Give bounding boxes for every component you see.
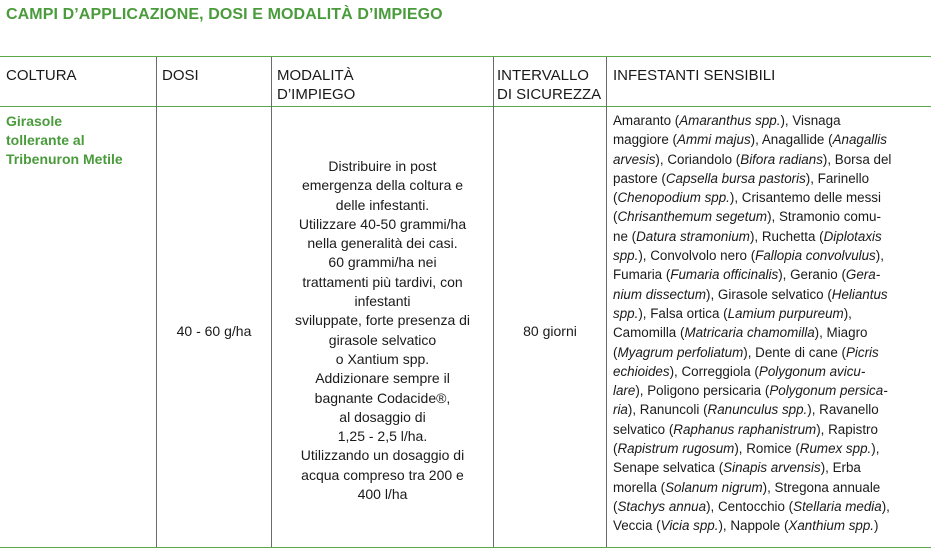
header-intervallo-line1: INTERVALLO	[497, 67, 589, 84]
header-modalita	[277, 66, 355, 104]
modalita-line: emergenza della coltura e	[301, 177, 464, 194]
species-name: Polygonum persica-	[769, 383, 888, 399]
infestanti-line	[613, 400, 929, 419]
common-name-text: ), Convolvolo nero (	[638, 248, 756, 264]
coltura-line: Girasole	[6, 113, 63, 129]
common-name-text: (	[613, 344, 618, 360]
infestanti-line	[613, 420, 929, 439]
table-bottom-rule	[0, 547, 931, 548]
common-name-text: ), Stramonio comu-	[767, 209, 881, 225]
common-name-text: ), Rapistro	[816, 421, 878, 437]
common-name-text: ),	[843, 305, 852, 321]
common-name-text: pastore (	[613, 170, 666, 186]
species-name: Rumex spp.	[799, 441, 872, 457]
species-name: ria	[613, 402, 628, 418]
species-name: spp.	[613, 248, 639, 264]
species-name: Sinapis arvensis	[723, 460, 821, 476]
modalita-line: infestanti	[354, 293, 411, 310]
common-name-text: ), Geranio (	[778, 267, 846, 283]
species-name: Anagallis	[832, 132, 887, 148]
species-name: Heliantus	[831, 286, 888, 302]
species-name: lare	[613, 383, 636, 399]
common-name-text: (	[613, 190, 618, 206]
column-divider	[156, 57, 157, 547]
species-name: Amaranthus spp.	[679, 113, 781, 128]
infestanti-line	[613, 130, 929, 149]
modalita-line: 1,25 - 2,5 l/ha.	[337, 428, 428, 445]
infestanti-line	[613, 343, 929, 362]
species-name: Fallopia convolvulus	[755, 248, 876, 264]
header-modalita-line1: MODALITÀ	[277, 67, 354, 84]
species-name: Bifora radians	[740, 151, 823, 167]
common-name-text: ), Ruchetta (	[749, 228, 824, 244]
species-name: Myagrum perfoliatum	[617, 344, 744, 360]
infestanti-line	[613, 323, 929, 342]
modalita-line: girasole selvatico	[328, 331, 437, 348]
common-name-text: ), Correggiola (	[669, 363, 759, 379]
common-name-text: Amaranto (	[613, 113, 680, 128]
header-coltura: COLTURA	[6, 67, 77, 84]
species-name: Polygonum avicu-	[758, 363, 866, 379]
common-name-text: ), Ranuncoli (	[627, 402, 708, 418]
common-name-text: )	[874, 518, 879, 534]
species-name: Rapistrum rugosum	[617, 441, 735, 457]
common-name-text: ), Stregona annuale	[762, 479, 881, 495]
species-name: Matricaria chamomilla	[684, 325, 815, 341]
infestanti-line	[613, 458, 929, 477]
common-name-text: selvatico (	[613, 421, 674, 437]
common-name-text: ), Dente di cane (	[743, 344, 846, 360]
species-name: Fumaria officinalis	[670, 267, 779, 283]
species-name: Picris	[845, 344, 879, 360]
species-name: spp.	[613, 305, 639, 321]
common-name-text: Fumaria (	[613, 267, 671, 283]
infestanti-line	[613, 227, 929, 246]
infestanti-line	[613, 207, 929, 226]
header-intervallo	[497, 66, 601, 104]
species-name: Stachys annua	[617, 498, 707, 514]
modalita-line: Utilizzando un dosaggio di	[300, 447, 465, 464]
infestanti-cell	[613, 111, 929, 536]
table-top-rule	[0, 56, 931, 57]
common-name-text: ), Miagro	[814, 325, 868, 341]
infestanti-line	[613, 478, 929, 497]
infestanti-line	[613, 246, 929, 265]
column-divider	[606, 57, 607, 547]
common-name-text: maggiore (	[613, 132, 678, 148]
coltura-line: Tribenuron Metile	[6, 151, 123, 167]
modalita-line: Distribuire in post	[328, 158, 437, 174]
species-name: Chenopodium spp.	[617, 190, 730, 206]
common-name-text: ), Poligono persicaria (	[635, 383, 770, 399]
common-name-text: ), Farinello	[805, 170, 870, 186]
species-name: Gera-	[845, 267, 881, 283]
header-dosi: DOSI	[162, 67, 199, 84]
infestanti-line	[613, 188, 929, 207]
species-name: Solanum nigrum	[665, 479, 763, 495]
column-divider	[493, 57, 494, 547]
infestanti-line	[613, 516, 929, 535]
dosi-cell: 40 - 60 g/ha	[176, 323, 252, 339]
infestanti-line	[613, 150, 929, 169]
common-name-text: morella (	[613, 479, 666, 495]
common-name-text: ),	[875, 248, 884, 264]
common-name-text: (	[613, 441, 618, 457]
modalita-line: 400 l/ha	[357, 486, 408, 503]
species-name: Lamium purpureum	[727, 305, 844, 321]
common-name-text: (	[613, 209, 618, 225]
common-name-text: ), Centocchio (	[706, 498, 794, 514]
infestanti-line	[613, 497, 929, 516]
common-name-text: ), Coriandolo (	[655, 151, 741, 167]
modalita-line: bagnante Codacide®,	[314, 389, 451, 406]
modalita-line: trattamenti più tardivi, con	[302, 273, 463, 290]
modalita-cell	[272, 157, 493, 504]
modalita-line: sviluppate, forte presenza di	[294, 312, 471, 329]
species-name: echioides	[613, 363, 670, 379]
infestanti-line	[613, 439, 929, 458]
species-name: Chrisanthemum segetum	[617, 209, 768, 225]
common-name-text: Camomilla (	[613, 325, 685, 341]
species-name: Vicia spp.	[660, 518, 719, 534]
coltura-cell	[6, 112, 154, 169]
modalita-line: 60 grammi/ha nei	[328, 254, 437, 271]
modalita-line: Addizionare sempre il	[315, 370, 450, 387]
header-modalita-line2: D’IMPIEGO	[277, 86, 356, 103]
infestanti-line	[613, 304, 929, 323]
modalita-line: acqua compreso tra 200 e	[301, 466, 464, 483]
modalita-line: Utilizzare 40-50 grammi/ha	[298, 215, 467, 232]
species-name: Ranunculus spp.	[707, 402, 808, 418]
species-name: Xanthium spp.	[788, 518, 875, 534]
common-name-text: ), Falsa ortica (	[638, 305, 728, 321]
infestanti-line	[613, 381, 929, 400]
modalita-line: nella generalità dei casi.	[307, 235, 458, 252]
common-name-text: ne (	[613, 228, 637, 244]
species-name: Datura stramonium	[636, 228, 750, 244]
infestanti-line	[613, 111, 929, 130]
common-name-text: ), Anagallide (	[750, 132, 833, 148]
modalita-line: o Xantium spp.	[335, 350, 430, 367]
common-name-text: ),	[881, 498, 890, 514]
coltura-line: tollerante al	[6, 132, 85, 148]
common-name-text: Veccia (	[613, 518, 661, 534]
common-name-text: ), Ravanello	[807, 402, 879, 418]
species-name: Capsella bursa pastoris	[665, 170, 806, 186]
common-name-text: ), Girasole selvatico (	[706, 286, 832, 302]
page-title: CAMPI D’APPLICAZIONE, DOSI E MODALITÀ D’IMPIEGO	[6, 6, 443, 23]
common-name-text: ),	[871, 441, 880, 457]
header-intervallo-line2: DI SICUREZZA	[497, 86, 602, 103]
common-name-text: (	[613, 498, 618, 514]
species-name: Diplotaxis	[823, 228, 882, 244]
species-name: Raphanus raphanistrum	[673, 421, 817, 437]
species-name: nium dissectum	[613, 286, 707, 302]
header-bottom-rule	[0, 106, 931, 107]
common-name-text: ), Crisantemo delle messi	[729, 190, 881, 206]
common-name-text: ), Erba	[820, 460, 861, 476]
species-name: arvesis	[613, 151, 656, 167]
modalita-line: al dosaggio di	[339, 408, 426, 425]
infestanti-line	[613, 169, 929, 188]
modalita-line: delle infestanti.	[335, 196, 430, 213]
species-name: Stellaria media	[793, 498, 882, 514]
header-infestanti: INFESTANTI SENSIBILI	[613, 67, 776, 84]
infestanti-line	[613, 362, 929, 381]
common-name-text: ), Borsa del	[822, 151, 892, 167]
infestanti-line	[613, 265, 929, 284]
common-name-text: ), Romice (	[734, 441, 800, 457]
species-name: Ammi majus	[677, 132, 751, 148]
common-name-text: Senape selvatica (	[613, 460, 724, 476]
intervallo-cell: 80 giorni	[523, 323, 577, 339]
infestanti-line	[613, 285, 929, 304]
common-name-text: ), Visnaga	[780, 113, 841, 128]
common-name-text: ), Nappole (	[718, 518, 789, 534]
